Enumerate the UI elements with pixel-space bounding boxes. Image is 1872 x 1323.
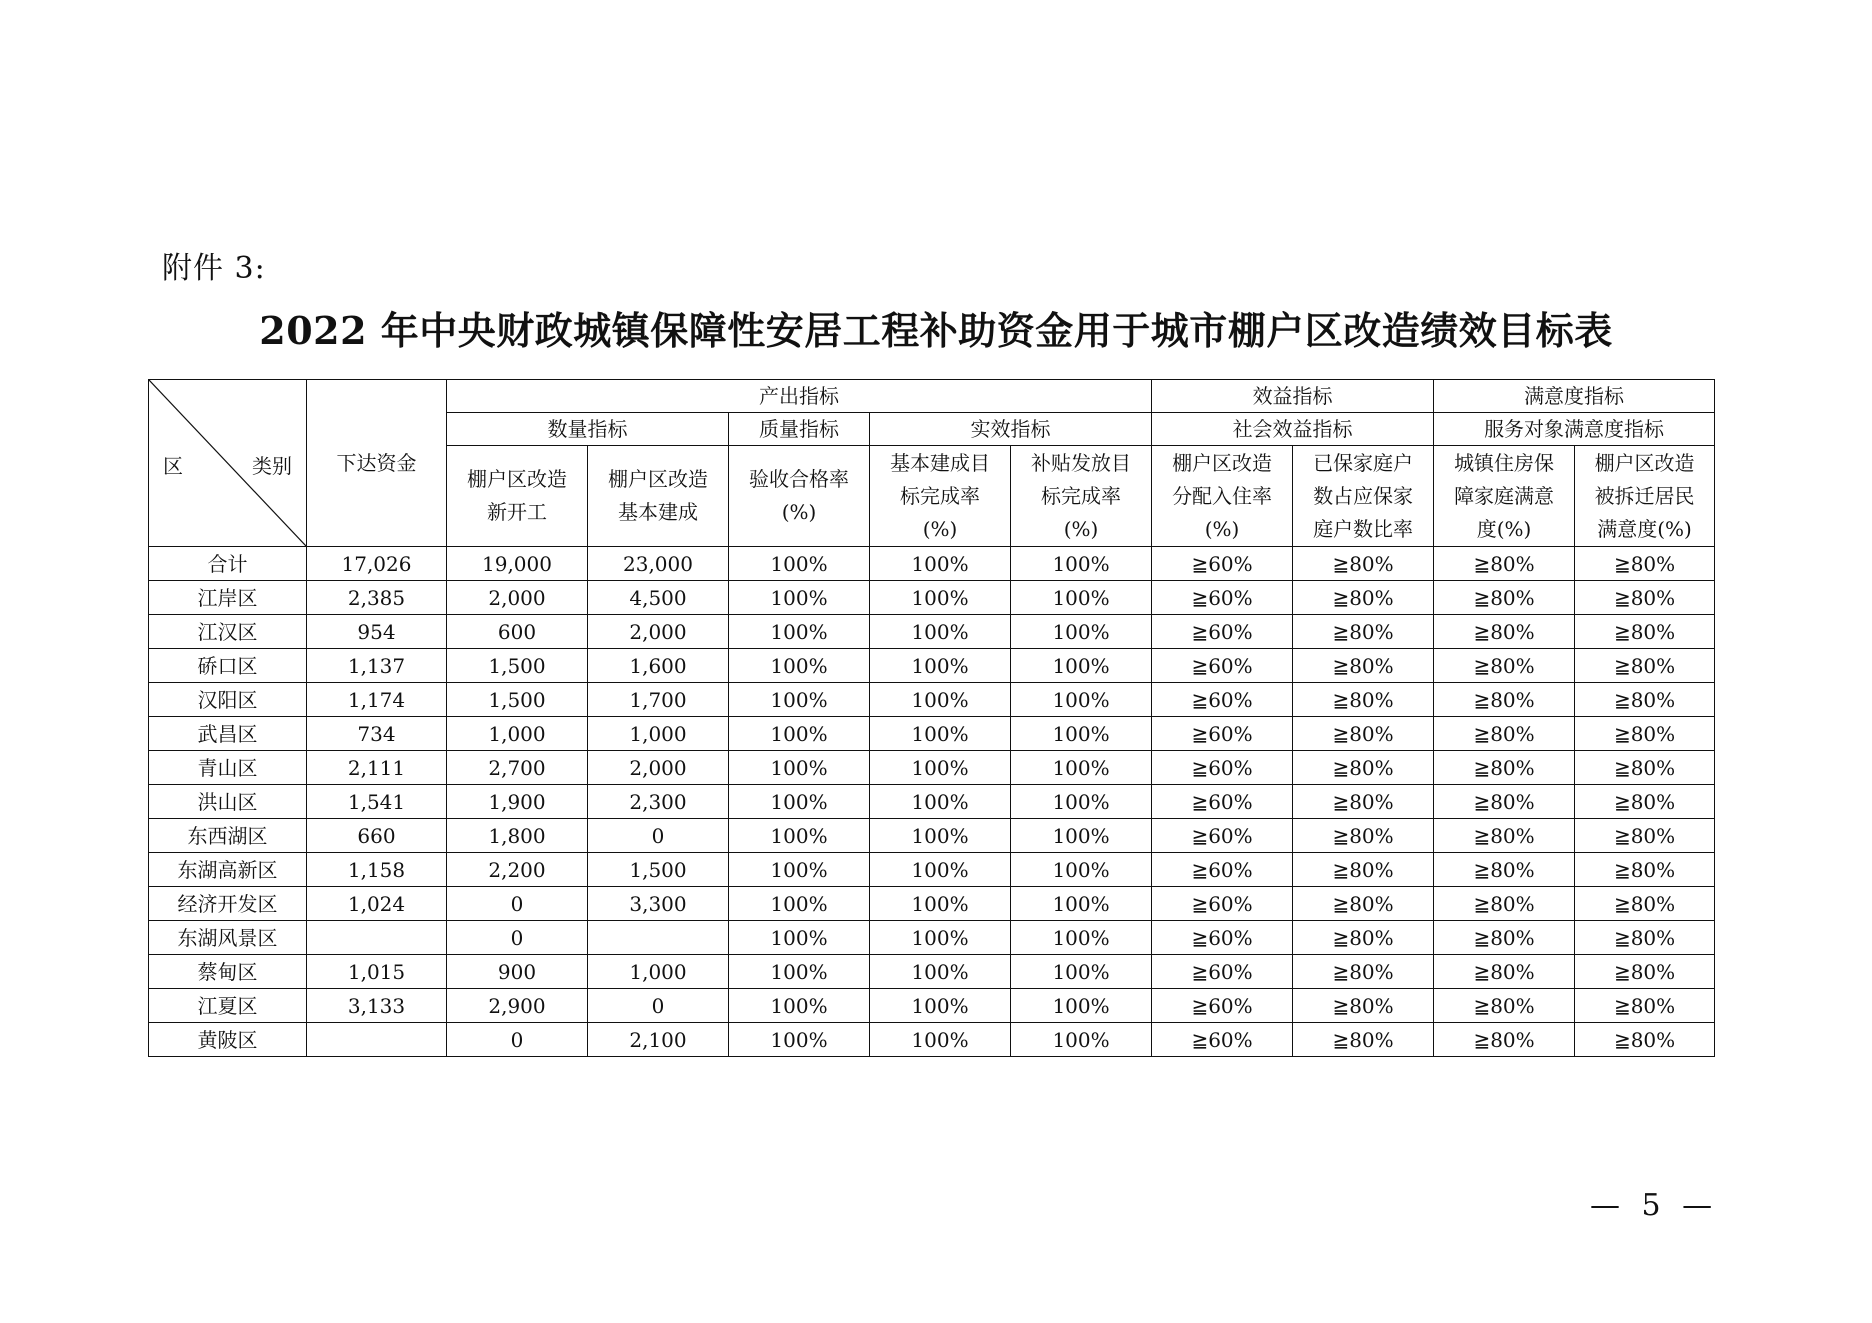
cell-acceptance: 100% xyxy=(729,581,870,615)
cell-acceptance: 100% xyxy=(729,649,870,683)
cell-funds xyxy=(307,1023,447,1057)
cell-subsidy-target: 100% xyxy=(1011,717,1152,751)
cell-relocated-satisfaction: ≧80% xyxy=(1575,887,1715,921)
cell-housing-satisfaction: ≧80% xyxy=(1434,921,1575,955)
cell-guaranteed-ratio: ≧80% xyxy=(1293,751,1434,785)
cell-new-start: 2,000 xyxy=(447,581,588,615)
cell-basic-target: 100% xyxy=(870,785,1011,819)
table-row xyxy=(149,955,1715,989)
header-funds: 下达资金 xyxy=(307,380,447,547)
cell-acceptance: 100% xyxy=(729,853,870,887)
table-body xyxy=(149,547,1715,1057)
cell-subsidy-target: 100% xyxy=(1011,649,1152,683)
cell-housing-satisfaction: ≧80% xyxy=(1434,581,1575,615)
cell-guaranteed-ratio: ≧80% xyxy=(1293,717,1434,751)
cell-basic-built xyxy=(588,921,729,955)
cell-subsidy-target: 100% xyxy=(1011,921,1152,955)
cell-housing-satisfaction: ≧80% xyxy=(1434,1023,1575,1057)
cell-funds: 734 xyxy=(307,717,447,751)
cell-basic-target: 100% xyxy=(870,547,1011,581)
header-quantity-indicators: 数量指标 xyxy=(447,413,729,446)
cell-occupancy: ≧60% xyxy=(1152,819,1293,853)
cell-new-start: 0 xyxy=(447,921,588,955)
cell-district: 黄陂区 xyxy=(149,1023,307,1057)
cell-housing-satisfaction: ≧80% xyxy=(1434,649,1575,683)
cell-funds: 2,385 xyxy=(307,581,447,615)
cell-housing-satisfaction: ≧80% xyxy=(1434,683,1575,717)
cell-basic-target: 100% xyxy=(870,751,1011,785)
cell-housing-satisfaction: ≧80% xyxy=(1434,751,1575,785)
corner-label-district: 区 xyxy=(163,454,183,478)
cell-basic-built: 0 xyxy=(588,989,729,1023)
table-row xyxy=(149,785,1715,819)
cell-subsidy-target: 100% xyxy=(1011,989,1152,1023)
cell-guaranteed-ratio: ≧80% xyxy=(1293,921,1434,955)
cell-acceptance: 100% xyxy=(729,989,870,1023)
cell-guaranteed-ratio: ≧80% xyxy=(1293,853,1434,887)
cell-relocated-satisfaction: ≧80% xyxy=(1575,785,1715,819)
table-row xyxy=(149,717,1715,751)
cell-occupancy: ≧60% xyxy=(1152,785,1293,819)
cell-new-start: 2,200 xyxy=(447,853,588,887)
cell-relocated-satisfaction: ≧80% xyxy=(1575,615,1715,649)
table-row xyxy=(149,683,1715,717)
cell-basic-target: 100% xyxy=(870,717,1011,751)
cell-district: 江汉区 xyxy=(149,615,307,649)
cell-basic-built: 0 xyxy=(588,819,729,853)
cell-subsidy-target: 100% xyxy=(1011,547,1152,581)
cell-occupancy: ≧60% xyxy=(1152,921,1293,955)
cell-basic-built: 3,300 xyxy=(588,887,729,921)
cell-funds: 17,026 xyxy=(307,547,447,581)
cell-district: 江岸区 xyxy=(149,581,307,615)
table-row xyxy=(149,615,1715,649)
cell-guaranteed-ratio: ≧80% xyxy=(1293,989,1434,1023)
cell-occupancy: ≧60% xyxy=(1152,989,1293,1023)
cell-occupancy: ≧60% xyxy=(1152,615,1293,649)
cell-relocated-satisfaction: ≧80% xyxy=(1575,683,1715,717)
cell-subsidy-target: 100% xyxy=(1011,683,1152,717)
cell-subsidy-target: 100% xyxy=(1011,887,1152,921)
cell-guaranteed-ratio: ≧80% xyxy=(1293,785,1434,819)
cell-new-start: 19,000 xyxy=(447,547,588,581)
cell-district: 青山区 xyxy=(149,751,307,785)
cell-district: 经济开发区 xyxy=(149,887,307,921)
cell-occupancy: ≧60% xyxy=(1152,955,1293,989)
cell-acceptance: 100% xyxy=(729,819,870,853)
table-row xyxy=(149,547,1715,581)
cell-funds: 660 xyxy=(307,819,447,853)
cell-basic-built: 1,000 xyxy=(588,717,729,751)
cell-new-start: 2,900 xyxy=(447,989,588,1023)
cell-new-start: 1,500 xyxy=(447,683,588,717)
cell-subsidy-target: 100% xyxy=(1011,853,1152,887)
cell-basic-built: 2,300 xyxy=(588,785,729,819)
cell-relocated-satisfaction: ≧80% xyxy=(1575,649,1715,683)
cell-district: 汉阳区 xyxy=(149,683,307,717)
performance-target-table xyxy=(148,379,1715,1057)
cell-funds: 1,158 xyxy=(307,853,447,887)
cell-district: 东西湖区 xyxy=(149,819,307,853)
cell-guaranteed-ratio: ≧80% xyxy=(1293,683,1434,717)
col-header-acceptance-rate: 验收合格率 (%) xyxy=(729,446,870,547)
col-header-occupancy-rate: 棚户区改造 分配入住率 (%) xyxy=(1152,446,1293,547)
cell-basic-built: 4,500 xyxy=(588,581,729,615)
cell-basic-built: 2,000 xyxy=(588,615,729,649)
cell-occupancy: ≧60% xyxy=(1152,547,1293,581)
col-header-guaranteed-ratio: 已保家庭户 数占应保家 庭户数比率 xyxy=(1293,446,1434,547)
cell-basic-target: 100% xyxy=(870,887,1011,921)
cell-new-start: 2,700 xyxy=(447,751,588,785)
cell-subsidy-target: 100% xyxy=(1011,955,1152,989)
cell-basic-built: 1,500 xyxy=(588,853,729,887)
cell-housing-satisfaction: ≧80% xyxy=(1434,785,1575,819)
col-header-housing-satisfaction: 城镇住房保 障家庭满意 度(%) xyxy=(1434,446,1575,547)
cell-housing-satisfaction: ≧80% xyxy=(1434,955,1575,989)
cell-relocated-satisfaction: ≧80% xyxy=(1575,853,1715,887)
cell-housing-satisfaction: ≧80% xyxy=(1434,615,1575,649)
col-header-subsidy-target-rate: 补贴发放目 标完成率 (%) xyxy=(1011,446,1152,547)
cell-acceptance: 100% xyxy=(729,785,870,819)
cell-subsidy-target: 100% xyxy=(1011,819,1152,853)
cell-new-start: 0 xyxy=(447,887,588,921)
cell-funds: 1,015 xyxy=(307,955,447,989)
cell-basic-built: 2,100 xyxy=(588,1023,729,1057)
cell-new-start: 1,500 xyxy=(447,649,588,683)
cell-guaranteed-ratio: ≧80% xyxy=(1293,581,1434,615)
cell-basic-built: 1,000 xyxy=(588,955,729,989)
cell-district: 蔡甸区 xyxy=(149,955,307,989)
cell-basic-built: 2,000 xyxy=(588,751,729,785)
cell-acceptance: 100% xyxy=(729,955,870,989)
cell-acceptance: 100% xyxy=(729,921,870,955)
header-quality-indicators: 质量指标 xyxy=(729,413,870,446)
cell-basic-target: 100% xyxy=(870,683,1011,717)
cell-funds: 1,137 xyxy=(307,649,447,683)
cell-new-start: 900 xyxy=(447,955,588,989)
cell-basic-target: 100% xyxy=(870,989,1011,1023)
cell-district: 洪山区 xyxy=(149,785,307,819)
header-social-benefit-indicators: 社会效益指标 xyxy=(1152,413,1434,446)
cell-subsidy-target: 100% xyxy=(1011,581,1152,615)
cell-guaranteed-ratio: ≧80% xyxy=(1293,615,1434,649)
table-row xyxy=(149,921,1715,955)
cell-funds: 2,111 xyxy=(307,751,447,785)
cell-acceptance: 100% xyxy=(729,1023,870,1057)
cell-guaranteed-ratio: ≧80% xyxy=(1293,955,1434,989)
cell-occupancy: ≧60% xyxy=(1152,649,1293,683)
cell-district: 江夏区 xyxy=(149,989,307,1023)
cell-relocated-satisfaction: ≧80% xyxy=(1575,955,1715,989)
col-header-new-start: 棚户区改造 新开工 xyxy=(447,446,588,547)
cell-subsidy-target: 100% xyxy=(1011,785,1152,819)
cell-funds: 1,541 xyxy=(307,785,447,819)
cell-occupancy: ≧60% xyxy=(1152,581,1293,615)
cell-relocated-satisfaction: ≧80% xyxy=(1575,717,1715,751)
col-header-relocated-satisfaction: 棚户区改造 被拆迁居民 满意度(%) xyxy=(1575,446,1715,547)
cell-subsidy-target: 100% xyxy=(1011,1023,1152,1057)
page-number: — 5 — xyxy=(1590,1188,1719,1223)
cell-basic-built: 23,000 xyxy=(588,547,729,581)
cell-occupancy: ≧60% xyxy=(1152,683,1293,717)
cell-occupancy: ≧60% xyxy=(1152,1023,1293,1057)
cell-district: 东湖高新区 xyxy=(149,853,307,887)
cell-new-start: 600 xyxy=(447,615,588,649)
cell-housing-satisfaction: ≧80% xyxy=(1434,989,1575,1023)
cell-basic-built: 1,700 xyxy=(588,683,729,717)
col-header-basic-target-rate: 基本建成目 标完成率 (%) xyxy=(870,446,1011,547)
table-row xyxy=(149,1023,1715,1057)
cell-relocated-satisfaction: ≧80% xyxy=(1575,581,1715,615)
cell-funds: 1,174 xyxy=(307,683,447,717)
cell-new-start: 1,900 xyxy=(447,785,588,819)
cell-district: 硚口区 xyxy=(149,649,307,683)
cell-basic-target: 100% xyxy=(870,1023,1011,1057)
cell-acceptance: 100% xyxy=(729,547,870,581)
cell-new-start: 0 xyxy=(447,1023,588,1057)
cell-funds: 954 xyxy=(307,615,447,649)
cell-occupancy: ≧60% xyxy=(1152,751,1293,785)
cell-guaranteed-ratio: ≧80% xyxy=(1293,649,1434,683)
cell-relocated-satisfaction: ≧80% xyxy=(1575,819,1715,853)
cell-guaranteed-ratio: ≧80% xyxy=(1293,547,1434,581)
cell-basic-target: 100% xyxy=(870,853,1011,887)
cell-new-start: 1,800 xyxy=(447,819,588,853)
cell-occupancy: ≧60% xyxy=(1152,853,1293,887)
header-service-satisfaction-indicators: 服务对象满意度指标 xyxy=(1434,413,1715,446)
cell-basic-target: 100% xyxy=(870,615,1011,649)
cell-acceptance: 100% xyxy=(729,887,870,921)
corner-header-cell xyxy=(149,380,307,547)
cell-relocated-satisfaction: ≧80% xyxy=(1575,1023,1715,1057)
cell-relocated-satisfaction: ≧80% xyxy=(1575,751,1715,785)
cell-basic-target: 100% xyxy=(870,955,1011,989)
table-row xyxy=(149,581,1715,615)
cell-subsidy-target: 100% xyxy=(1011,615,1152,649)
cell-basic-target: 100% xyxy=(870,819,1011,853)
cell-basic-target: 100% xyxy=(870,649,1011,683)
table-row xyxy=(149,649,1715,683)
cell-guaranteed-ratio: ≧80% xyxy=(1293,887,1434,921)
cell-housing-satisfaction: ≧80% xyxy=(1434,819,1575,853)
cell-funds: 3,133 xyxy=(307,989,447,1023)
document-title: 2022 年中央财政城镇保障性安居工程补助资金用于城市棚户区改造绩效目标表 xyxy=(259,308,1613,353)
cell-housing-satisfaction: ≧80% xyxy=(1434,853,1575,887)
cell-basic-target: 100% xyxy=(870,921,1011,955)
cell-subsidy-target: 100% xyxy=(1011,751,1152,785)
header-effect-indicators: 实效指标 xyxy=(870,413,1152,446)
cell-acceptance: 100% xyxy=(729,751,870,785)
cell-guaranteed-ratio: ≧80% xyxy=(1293,819,1434,853)
cell-relocated-satisfaction: ≧80% xyxy=(1575,921,1715,955)
cell-guaranteed-ratio: ≧80% xyxy=(1293,1023,1434,1057)
cell-basic-built: 1,600 xyxy=(588,649,729,683)
cell-housing-satisfaction: ≧80% xyxy=(1434,717,1575,751)
cell-new-start: 1,000 xyxy=(447,717,588,751)
cell-occupancy: ≧60% xyxy=(1152,887,1293,921)
cell-relocated-satisfaction: ≧80% xyxy=(1575,989,1715,1023)
attachment-label: 附件 3: xyxy=(162,251,266,286)
cell-housing-satisfaction: ≧80% xyxy=(1434,547,1575,581)
cell-funds xyxy=(307,921,447,955)
cell-funds: 1,024 xyxy=(307,887,447,921)
header-satisfaction-indicators: 满意度指标 xyxy=(1434,380,1715,413)
cell-district: 合计 xyxy=(149,547,307,581)
cell-housing-satisfaction: ≧80% xyxy=(1434,887,1575,921)
table-row xyxy=(149,853,1715,887)
cell-acceptance: 100% xyxy=(729,683,870,717)
cell-basic-target: 100% xyxy=(870,581,1011,615)
cell-acceptance: 100% xyxy=(729,615,870,649)
header-benefit-indicators: 效益指标 xyxy=(1152,380,1434,413)
col-header-basic-built: 棚户区改造 基本建成 xyxy=(588,446,729,547)
cell-occupancy: ≧60% xyxy=(1152,717,1293,751)
cell-relocated-satisfaction: ≧80% xyxy=(1575,547,1715,581)
table-row xyxy=(149,819,1715,853)
table-row xyxy=(149,751,1715,785)
header-output-indicators: 产出指标 xyxy=(447,380,1152,413)
corner-label-category: 类别 xyxy=(252,454,292,478)
cell-district: 武昌区 xyxy=(149,717,307,751)
cell-acceptance: 100% xyxy=(729,717,870,751)
cell-district: 东湖风景区 xyxy=(149,921,307,955)
table-row xyxy=(149,989,1715,1023)
table-row xyxy=(149,887,1715,921)
